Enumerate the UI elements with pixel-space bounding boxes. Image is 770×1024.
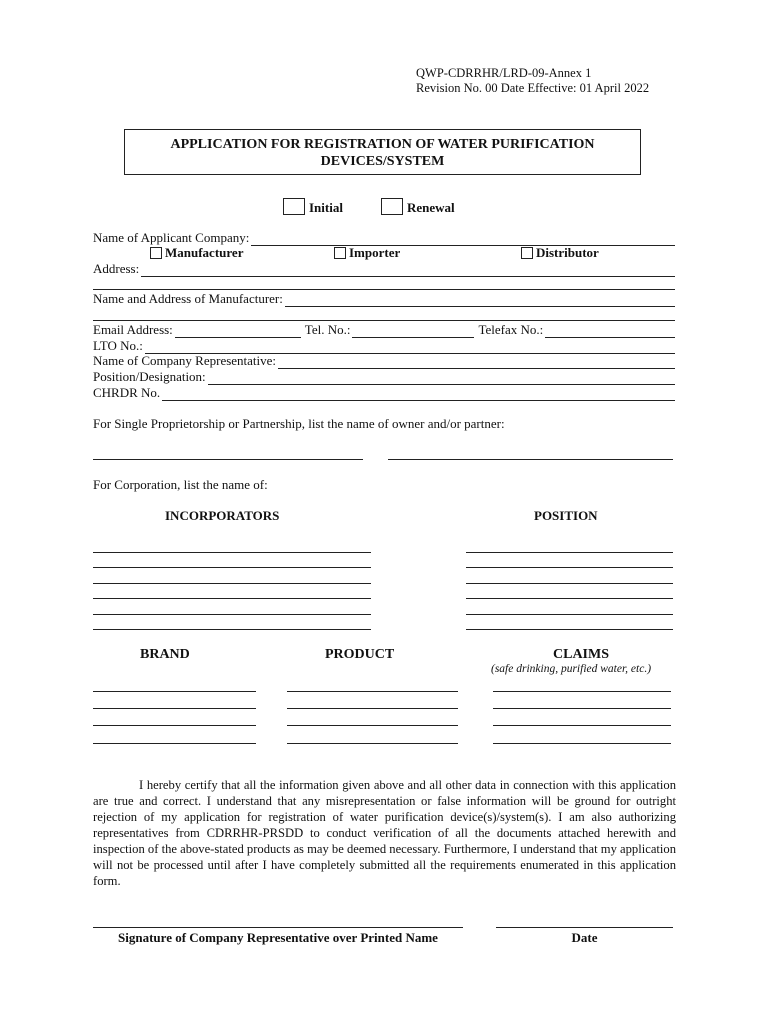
product-field[interactable]	[287, 691, 458, 692]
renewal-checkbox[interactable]	[381, 198, 403, 215]
importer-label: Importer	[349, 245, 401, 260]
applicant-company-field[interactable]	[251, 233, 675, 246]
chrdr-row	[93, 385, 675, 401]
address-line-2[interactable]	[93, 289, 675, 290]
position-heading: POSITION	[534, 508, 598, 523]
representative-row	[93, 353, 675, 369]
initial-option[interactable]	[283, 198, 343, 216]
date-field[interactable]	[496, 927, 673, 928]
email-label: Email Address:	[93, 322, 173, 337]
incorporators-heading: INCORPORATORS	[165, 508, 280, 523]
incorporator-position-field[interactable]	[466, 567, 673, 568]
claims-field[interactable]	[493, 708, 671, 709]
proprietorship-instruction: For Single Proprietorship or Partnership, list the name of owner and/or partner:	[93, 416, 505, 431]
claims-field[interactable]	[493, 691, 671, 692]
renewal-label: Renewal	[407, 200, 455, 215]
product-field[interactable]	[287, 708, 458, 709]
incorporator-position-field[interactable]	[466, 614, 673, 615]
date-label: Date	[571, 930, 598, 945]
email-field[interactable]	[175, 325, 301, 338]
address-row	[93, 261, 675, 277]
brand-field[interactable]	[93, 691, 256, 692]
telefax-label: Telefax No.:	[478, 322, 544, 337]
certification-statement	[93, 777, 676, 889]
brand-heading: BRAND	[140, 647, 190, 662]
claims-field[interactable]	[493, 725, 671, 726]
title-line-2: DEVICES/SYSTEM	[320, 154, 445, 169]
chrdr-field[interactable]	[162, 388, 675, 401]
distributor-option[interactable]	[521, 245, 599, 261]
manufacturer-address-line-2[interactable]	[93, 320, 675, 321]
claims-note: (safe drinking, purified water, etc.)	[491, 663, 652, 675]
tel-label: Tel. No.:	[304, 322, 351, 337]
distributor-checkbox[interactable]	[521, 247, 533, 259]
revision-info: Revision No. 00 Date Effective: 01 April 2022	[416, 81, 650, 95]
importer-checkbox[interactable]	[334, 247, 346, 259]
product-field[interactable]	[287, 725, 458, 726]
address-field[interactable]	[141, 264, 675, 277]
position-field[interactable]	[208, 372, 675, 385]
brand-field[interactable]	[93, 708, 256, 709]
initial-label: Initial	[309, 200, 343, 215]
product-heading: PRODUCT	[325, 647, 395, 662]
incorporator-field[interactable]	[93, 598, 371, 599]
importer-option[interactable]	[334, 245, 400, 261]
incorporator-position-field[interactable]	[466, 552, 673, 553]
title-line-1: APPLICATION FOR REGISTRATION OF WATER PURIFICATION	[170, 137, 595, 152]
applicant-company-label: Name of Applicant Company:	[93, 230, 250, 245]
owner-field-2[interactable]	[388, 459, 673, 460]
applicant-company-row	[93, 230, 675, 246]
representative-field[interactable]	[278, 356, 675, 369]
incorporator-position-field[interactable]	[466, 583, 673, 584]
manufacturer-checkbox[interactable]	[150, 247, 162, 259]
doc-code: QWP-CDRRHR/LRD-09-Annex 1	[416, 66, 592, 80]
document-header	[416, 66, 649, 96]
manufacturer-option[interactable]	[150, 245, 243, 261]
contact-row	[93, 322, 675, 338]
product-field[interactable]	[287, 743, 458, 744]
position-row	[93, 369, 675, 385]
incorporator-field[interactable]	[93, 583, 371, 584]
brand-field[interactable]	[93, 725, 256, 726]
claims-heading: CLAIMS	[553, 647, 610, 662]
signature-label: Signature of Company Representative over Printed Name	[118, 930, 438, 945]
distributor-label: Distributor	[536, 245, 599, 260]
incorporator-field[interactable]	[93, 567, 371, 568]
tel-field[interactable]	[352, 325, 474, 338]
corporation-instruction: For Corporation, list the name of:	[93, 477, 268, 492]
incorporator-field[interactable]	[93, 614, 371, 615]
chrdr-label: CHRDR No.	[93, 385, 161, 400]
owner-field-1[interactable]	[93, 459, 363, 460]
manufacturer-label: Manufacturer	[165, 245, 244, 260]
address-label: Address:	[93, 261, 140, 276]
brand-field[interactable]	[93, 743, 256, 744]
manufacturer-address-row	[93, 291, 675, 307]
manufacturer-address-field[interactable]	[285, 294, 675, 307]
claims-field[interactable]	[493, 743, 671, 744]
incorporator-position-field[interactable]	[466, 629, 673, 630]
renewal-option[interactable]	[381, 198, 455, 216]
incorporator-position-field[interactable]	[466, 598, 673, 599]
form-title	[124, 129, 641, 175]
incorporator-field[interactable]	[93, 629, 371, 630]
position-label: Position/Designation:	[93, 369, 206, 384]
certification-text: I hereby certify that all the information given above and all other data in connection with this application are true and correct. I understand that any misrepresentation or false information will be ground for outright rejection of my application for registration of water purification device(s)/system(s). I am also authorizing representatives from CDRRHR-PRSDD to conduct verification of all the documents attached herewith and inspection of the above-stated products as may be deemed necessary. Furthermore, I understand that my application will not be processed until after I have completely submitted all the requirements enumerated in this application form.	[93, 778, 676, 888]
initial-checkbox[interactable]	[283, 198, 305, 215]
lto-row	[93, 338, 675, 354]
incorporator-field[interactable]	[93, 552, 371, 553]
lto-label: LTO No.:	[93, 338, 143, 353]
representative-label: Name of Company Representative:	[93, 353, 277, 368]
signature-field[interactable]	[93, 927, 463, 928]
telefax-field[interactable]	[545, 325, 675, 338]
manufacturer-address-label: Name and Address of Manufacturer:	[93, 291, 283, 306]
